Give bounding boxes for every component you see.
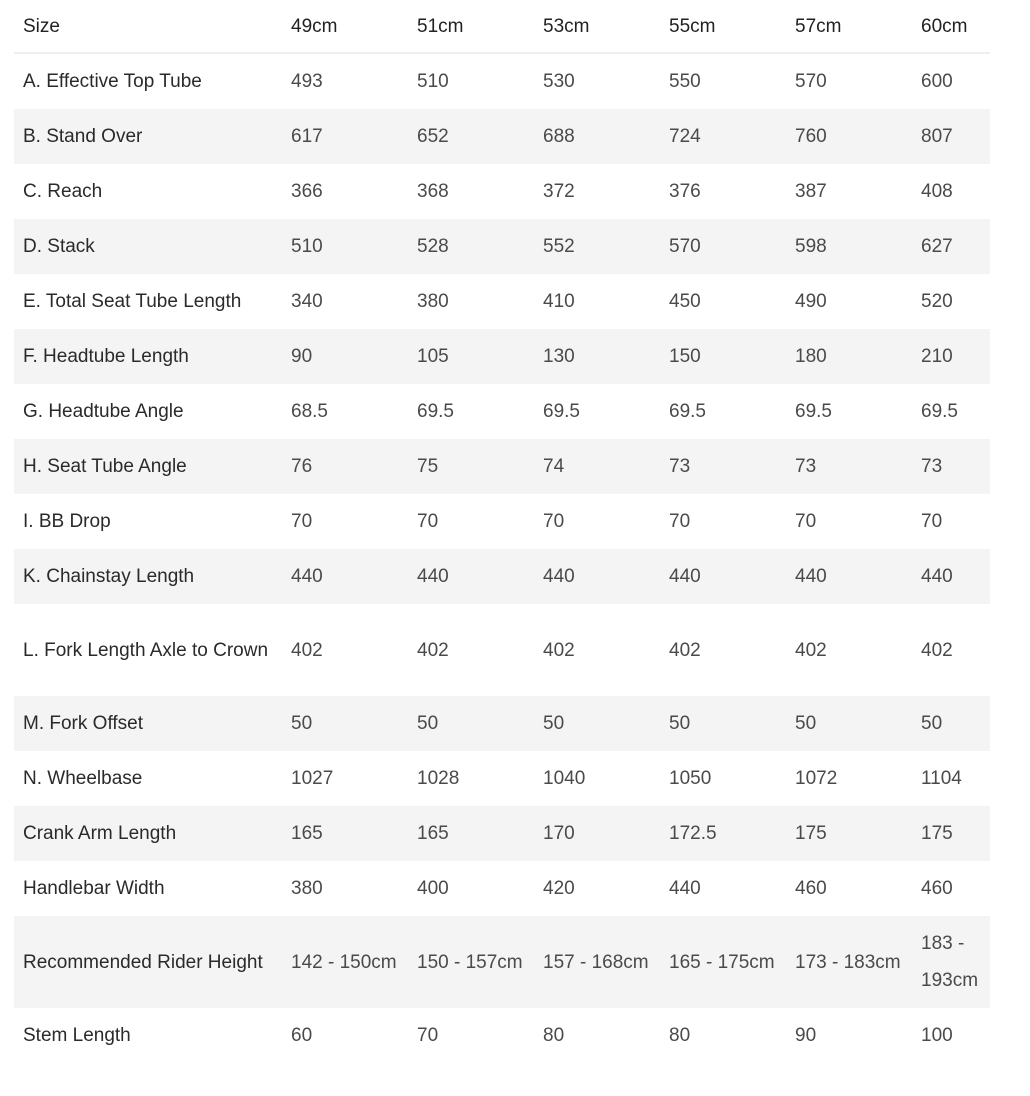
- table-header-row: [14, 0, 990, 53]
- row-label: Stem Length: [23, 1025, 131, 1046]
- table-row: [14, 219, 990, 274]
- table-cell: 165: [408, 806, 534, 861]
- table-row: [14, 1008, 990, 1063]
- table-cell: 400: [417, 878, 449, 899]
- table-cell: 69.5: [921, 401, 958, 422]
- table-cell: 402: [921, 639, 953, 661]
- table-cell: 150: [660, 329, 786, 384]
- table-cell: 175: [786, 806, 912, 861]
- table-cell: 510: [282, 219, 408, 274]
- header-53cm: 53cm: [534, 0, 660, 53]
- table-cell: 165: [282, 806, 408, 861]
- row-label: N. Wheelbase: [23, 768, 143, 789]
- table-cell: 50: [912, 696, 990, 751]
- table-cell: 570: [795, 71, 827, 92]
- table-cell: 552: [534, 219, 660, 274]
- table-cell: 150 - 157cm: [408, 916, 534, 1008]
- table-cell: 600: [921, 71, 953, 92]
- table-cell: 73: [912, 439, 990, 494]
- table-cell: 180: [786, 329, 912, 384]
- table-cell: 627: [912, 219, 990, 274]
- table-cell: 617: [282, 109, 408, 164]
- table-cell: 70: [795, 511, 817, 532]
- table-row: [14, 329, 990, 384]
- table-row: [14, 751, 990, 806]
- table-cell: 366: [291, 181, 323, 202]
- table-cell: 165 - 175cm: [660, 916, 786, 1008]
- table-cell: 73: [660, 439, 786, 494]
- row-label: K. Chainstay Length: [14, 549, 282, 604]
- table-cell: 173 - 183cm: [786, 916, 912, 1008]
- table-cell: 175: [912, 806, 990, 861]
- table-cell: 80: [669, 1025, 691, 1046]
- table-cell: 90: [282, 329, 408, 384]
- table-cell: 807: [912, 109, 990, 164]
- table-cell: 170: [534, 806, 660, 861]
- row-label: C. Reach: [23, 181, 103, 202]
- table-cell: 440: [282, 549, 408, 604]
- table-cell: 520: [921, 291, 953, 312]
- table-cell: 90: [795, 1025, 817, 1046]
- table-row: [14, 549, 990, 604]
- table-cell: 420: [543, 878, 575, 899]
- table-cell: 69.5: [795, 401, 832, 422]
- table-cell: 387: [795, 181, 827, 202]
- header-size: Size: [14, 0, 282, 53]
- table-cell: 69.5: [543, 401, 580, 422]
- table-cell: 70: [669, 511, 691, 532]
- table-cell: 70: [291, 511, 313, 532]
- row-label: I. BB Drop: [23, 511, 111, 532]
- table-cell: 410: [543, 291, 575, 312]
- table-cell: 74: [534, 439, 660, 494]
- table-cell: 380: [291, 878, 323, 899]
- row-label: D. Stack: [14, 219, 282, 274]
- table-row: [14, 604, 990, 696]
- table-cell: 70: [417, 1025, 439, 1046]
- table-cell: 372: [543, 181, 575, 202]
- row-label: A. Effective Top Tube: [23, 71, 202, 92]
- table-cell: 60: [291, 1025, 313, 1046]
- table-cell: 402: [543, 639, 575, 661]
- table-cell: 50: [408, 696, 534, 751]
- table-cell: 1027: [291, 768, 334, 789]
- row-label: M. Fork Offset: [14, 696, 282, 751]
- table-cell: 69.5: [669, 401, 706, 422]
- table-cell: 440: [660, 549, 786, 604]
- table-cell: 440: [912, 549, 990, 604]
- header-51cm: 51cm: [408, 0, 534, 53]
- geometry-table-body: [14, 0, 990, 1063]
- header-49cm: 49cm: [282, 0, 408, 53]
- table-cell: 70: [921, 511, 943, 532]
- geometry-table: [14, 0, 990, 1063]
- row-label: Recommended Rider Height: [14, 916, 282, 1008]
- table-row: [14, 916, 990, 1008]
- row-label: Handlebar Width: [23, 878, 165, 899]
- table-cell: 340: [291, 291, 323, 312]
- table-cell: 142 - 150cm: [282, 916, 408, 1008]
- table-cell: 460: [795, 878, 827, 899]
- row-label: E. Total Seat Tube Length: [23, 291, 242, 312]
- table-cell: 1072: [795, 768, 838, 789]
- table-cell: 598: [786, 219, 912, 274]
- header-55cm: 55cm: [660, 0, 786, 53]
- table-cell: 70: [543, 511, 565, 532]
- table-cell: 402: [669, 639, 701, 661]
- table-cell: 510: [417, 71, 449, 92]
- table-cell: 70: [417, 511, 439, 532]
- table-row: [14, 384, 990, 439]
- table-row: [14, 696, 990, 751]
- table-cell: 440: [534, 549, 660, 604]
- table-cell: 490: [795, 291, 827, 312]
- table-cell: 172.5: [660, 806, 786, 861]
- table-cell: 210: [912, 329, 990, 384]
- table-row: [14, 494, 990, 549]
- table-cell: 73: [786, 439, 912, 494]
- header-57cm: 57cm: [786, 0, 912, 53]
- table-cell: 450: [669, 291, 701, 312]
- table-row: [14, 861, 990, 916]
- table-row: [14, 274, 990, 329]
- table-cell: 1104: [921, 768, 962, 789]
- table-row: [14, 806, 990, 861]
- table-cell: 440: [408, 549, 534, 604]
- row-label: B. Stand Over: [14, 109, 282, 164]
- table-cell: 1028: [417, 768, 460, 789]
- table-cell: 530: [543, 71, 575, 92]
- table-cell: 1040: [543, 768, 586, 789]
- table-cell: 80: [543, 1025, 565, 1046]
- table-cell: 75: [408, 439, 534, 494]
- table-cell: 440: [669, 878, 701, 899]
- table-cell: 402: [417, 639, 449, 661]
- table-cell: 183 - 193cm: [912, 916, 990, 1008]
- table-cell: 440: [786, 549, 912, 604]
- table-cell: 50: [282, 696, 408, 751]
- table-row: [14, 439, 990, 494]
- table-cell: 69.5: [417, 401, 454, 422]
- row-label: Crank Arm Length: [14, 806, 282, 861]
- header-60cm: 60cm: [912, 0, 990, 53]
- table-cell: 528: [408, 219, 534, 274]
- table-cell: 157 - 168cm: [534, 916, 660, 1008]
- table-cell: 368: [417, 181, 449, 202]
- table-cell: 652: [408, 109, 534, 164]
- table-cell: 724: [660, 109, 786, 164]
- table-cell: 68.5: [291, 401, 328, 422]
- row-label: L. Fork Length Axle to Crown: [23, 639, 269, 661]
- table-cell: 402: [291, 639, 323, 661]
- table-cell: 493: [291, 71, 323, 92]
- table-cell: 460: [921, 878, 953, 899]
- table-cell: 380: [417, 291, 449, 312]
- table-cell: 402: [795, 639, 827, 661]
- table-cell: 760: [786, 109, 912, 164]
- table-row: [14, 164, 990, 219]
- table-row: [14, 109, 990, 164]
- table-cell: 376: [669, 181, 701, 202]
- table-cell: 1050: [669, 768, 712, 789]
- table-cell: 50: [660, 696, 786, 751]
- row-label: H. Seat Tube Angle: [14, 439, 282, 494]
- table-cell: 100: [921, 1025, 953, 1046]
- table-cell: 50: [786, 696, 912, 751]
- table-cell: 688: [534, 109, 660, 164]
- table-cell: 570: [660, 219, 786, 274]
- row-label: G. Headtube Angle: [23, 401, 184, 422]
- table-cell: 408: [921, 181, 953, 202]
- table-cell: 550: [669, 71, 701, 92]
- table-cell: 76: [282, 439, 408, 494]
- table-cell: 50: [534, 696, 660, 751]
- row-label: F. Headtube Length: [14, 329, 282, 384]
- table-cell: 105: [408, 329, 534, 384]
- table-row: [14, 53, 990, 109]
- table-cell: 130: [534, 329, 660, 384]
